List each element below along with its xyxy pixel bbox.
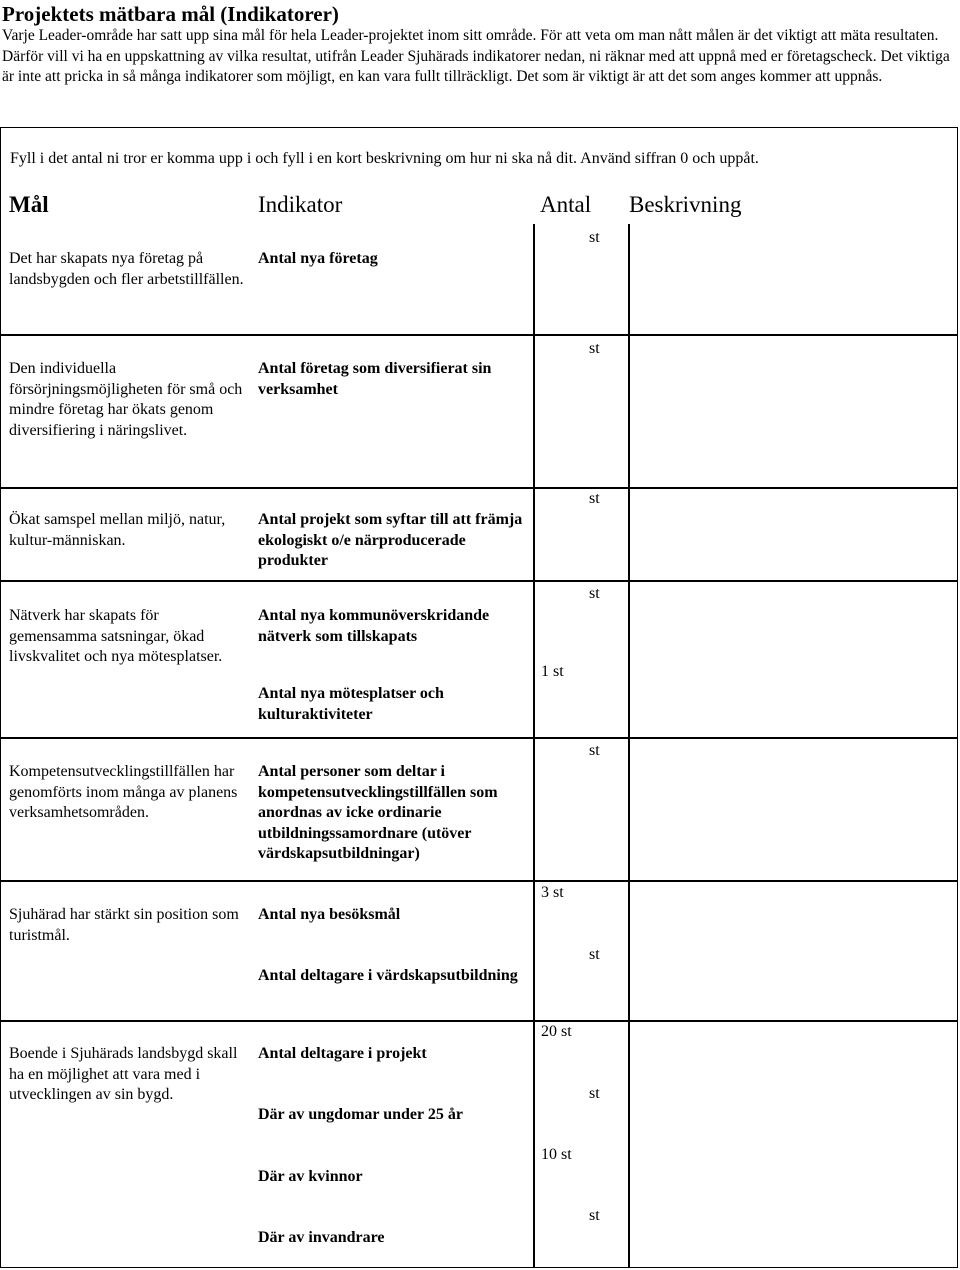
intro-text: Varje Leader-område har satt upp sina mål för hela Leader-projektet inom sitt område. För att veta om man nått målen är det viktigt att mäta resultaten. Därför vill vi ha en uppskattning av vilka resultat, utifrån Leader Sjuhärads indikatorer nedan, ni räknar med att uppnå med er företagscheck. Det viktiga är inte att pricka in så många indikatorer som möjligt, en kan vara fullt tillräckligt. Det som är viktigt är att det som anges kommer att uppnås. (2, 27, 950, 85)
indicator-text: Där av invandrare (258, 1229, 385, 1246)
indicator-text: Där av ungdomar under 25 år (258, 1106, 463, 1123)
goal-text: Sjuhärad har stärkt sin position som turistmål. (9, 906, 239, 944)
row-divider (0, 580, 958, 582)
indicator-text: Antal företag som diversifierat sin verksamhet (258, 360, 492, 398)
row-divider (0, 1020, 958, 1022)
indicator-text: Antal nya mötesplatser och kulturaktiviteter (258, 685, 444, 723)
indicator-text: Antal deltagare i värdskapsutbildning (258, 967, 518, 984)
beskrivning-column-divider (628, 224, 630, 1268)
indicator-text: Där av kvinnor (258, 1168, 363, 1185)
count-field[interactable]: 10 st (541, 1146, 572, 1163)
indicator-text: Antal deltagare i projekt (258, 1045, 427, 1062)
count-field[interactable]: st (589, 1085, 600, 1102)
count-field[interactable]: st (589, 1207, 600, 1224)
count-field[interactable]: 1 st (541, 663, 564, 680)
goal-text: Ökat samspel mellan miljö, natur, kultur-människan. (9, 511, 226, 549)
header-mal: Mål (9, 192, 49, 217)
count-field[interactable]: st (589, 340, 600, 357)
indicator-text: Antal personer som deltar i kompetensutvecklingstillfällen som anordnas av icke ordinarie utbildningssamordnare (utöver värdskapsutbildningar) (258, 763, 498, 862)
goal-text: Det har skapats nya företag på landsbygden och fler arbetstillfällen. (9, 250, 244, 288)
header-beskrivning: Beskrivning (629, 192, 742, 217)
header-antal: Antal (540, 192, 592, 217)
header-indikator: Indikator (258, 192, 343, 217)
goal-text: Kompetensutvecklingstillfällen har genomförts inom många av planens verksamhetsområden. (9, 763, 238, 821)
indicator-text: Antal projekt som syftar till att främja ekologiskt o/e närproducerade produkter (258, 511, 523, 569)
goal-text: Nätverk har skapats för gemensamma satsningar, ökad livskvalitet och nya mötesplatser. (9, 607, 223, 665)
instruction-text: Fyll i det antal ni tror er komma upp i och fyll i en kort beskrivning om hur ni ska nå dit. Använd siffran 0 och uppåt. (10, 150, 759, 167)
indicator-text: Antal nya kommunöverskridande nätverk som tillskapats (258, 607, 490, 645)
count-field[interactable]: st (589, 946, 600, 963)
count-field[interactable]: st (589, 742, 600, 759)
indicator-text: Antal nya företag (258, 250, 378, 267)
goal-text: Boende i Sjuhärads landsbygd skall ha en möjlighet att vara med i utvecklingen av sin bygd. (9, 1045, 238, 1103)
goal-text: Den individuella försörjningsmöjligheten för små och mindre företag har ökats genom diversifiering i näringslivet. (9, 360, 243, 439)
count-field[interactable]: st (589, 585, 600, 602)
row-divider (0, 334, 958, 336)
page-title: Projektets mätbara mål (Indikatorer) (2, 2, 339, 26)
indicator-text: Antal nya besöksmål (258, 906, 401, 923)
count-field[interactable]: 3 st (541, 884, 564, 901)
row-divider (0, 487, 958, 489)
count-field[interactable]: st (589, 490, 600, 507)
row-divider (0, 880, 958, 882)
count-field[interactable]: st (589, 229, 600, 246)
antal-column-divider (533, 224, 535, 1268)
count-field[interactable]: 20 st (541, 1023, 572, 1040)
row-divider (0, 737, 958, 739)
